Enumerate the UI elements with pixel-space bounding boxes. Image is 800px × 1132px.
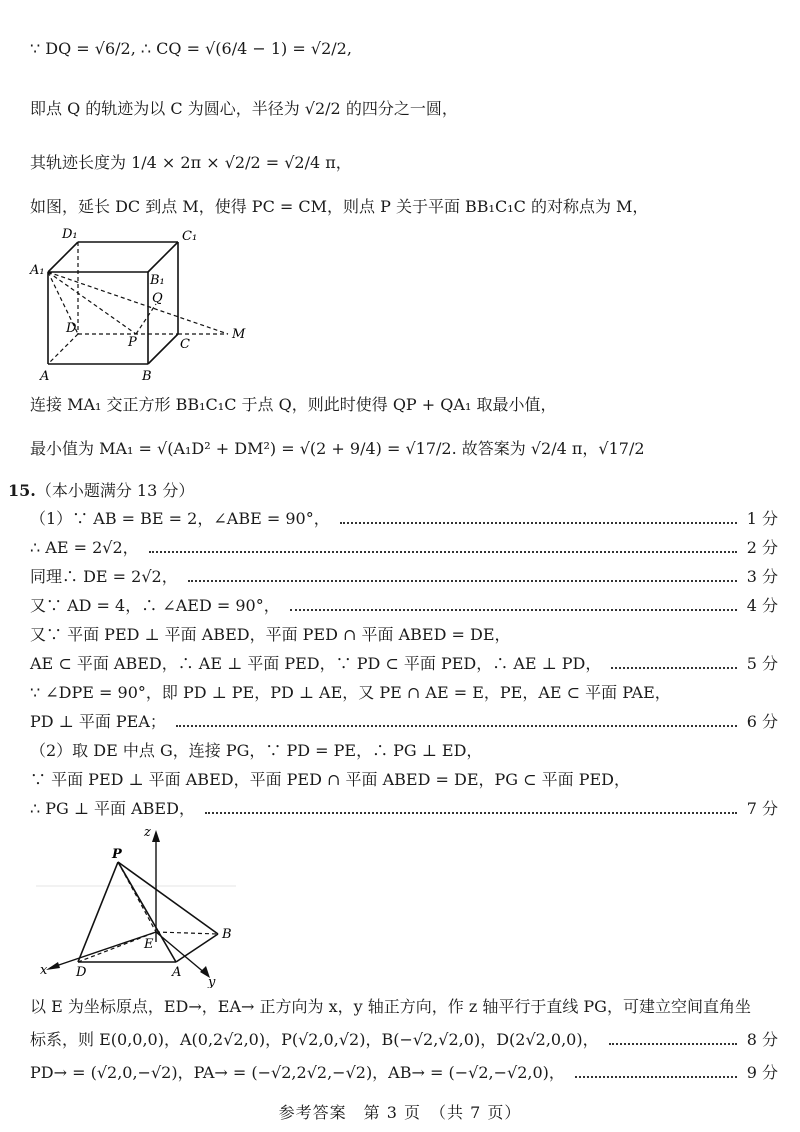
solution-line — [30, 653, 778, 675]
text-line: 如图，延长 DC 到点 M，使得 PC = CM，则点 P 关于平面 BB₁C₁C 的对称点为 M， — [30, 197, 649, 216]
label-M: M — [232, 327, 246, 342]
solution-line — [30, 996, 778, 1018]
cube-figure — [28, 224, 268, 384]
label-P: P — [128, 335, 137, 350]
label-Q: Q — [152, 291, 163, 306]
label-y: y — [208, 975, 216, 988]
solution-line — [30, 740, 778, 762]
solution-text: （1）∵ AB = BE = 2，∠ABE = 90°， — [30, 509, 330, 528]
label-A: A — [172, 965, 182, 980]
question-number: 15. — [8, 481, 36, 500]
label-C1: C₁ — [182, 229, 198, 244]
solution-text: 同理∴ DE = 2√2， — [30, 567, 178, 586]
solution-line — [30, 769, 778, 791]
leader-dots — [575, 1076, 737, 1078]
solution-text: PD→ = (√2,0,−√2)，PA→ = (−√2,2√2,−√2)，AB→ = (−√2,−√2,0)， — [30, 1063, 565, 1082]
solution-text: ∴ PG ⊥ 平面 ABED， — [30, 799, 195, 818]
score-mark: 8 分 — [746, 1030, 778, 1049]
pyramid-figure — [36, 822, 256, 988]
label-A: A — [40, 369, 50, 384]
label-D: D — [76, 965, 87, 980]
score-mark: 3 分 — [746, 567, 778, 586]
solution-line — [30, 595, 778, 617]
solution-text: （2）取 DE 中点 G，连接 PG，∵ PD = PE，∴ PG ⊥ ED， — [30, 741, 483, 760]
label-C: C — [180, 337, 190, 352]
score-mark: 9 分 — [746, 1063, 778, 1082]
label-A1: A₁ — [30, 263, 45, 278]
solution-text: 标系，则 E(0,0,0)，A(0,2√2,0)，P(√2,0,√2)，B(−√2,√2,0)，D(2√2,0,0)， — [30, 1030, 599, 1049]
label-D: D — [66, 321, 77, 336]
score-mark: 2 分 — [746, 538, 778, 557]
label-x: x — [40, 963, 48, 978]
solution-line — [30, 566, 778, 588]
leader-dots — [290, 609, 737, 611]
solution-text: ∵ 平面 PED ⊥ 平面 ABED，平面 PED ∩ 平面 ABED = DE，PG ⊂ 平面 PED， — [30, 770, 630, 789]
solution-line — [30, 537, 778, 559]
score-mark: 1 分 — [746, 509, 778, 528]
leader-dots — [611, 667, 736, 669]
label-D1: D₁ — [62, 227, 78, 242]
label-B: B — [142, 369, 152, 384]
text-line: 最小值为 MA₁ = √(A₁D² + DM²) = √(2 + 9/4) = √17/2. 故答案为 √2/4 π，√17/2 — [30, 439, 645, 458]
text-line: ∵ DQ = √6/2, ∴ CQ = √(6/4 − 1) = √2/2, — [30, 39, 352, 58]
label-z: z — [144, 825, 151, 840]
label-B1: B₁ — [150, 273, 165, 288]
label-E: E — [144, 937, 154, 952]
question-header — [8, 480, 778, 502]
solution-line — [30, 624, 778, 646]
page-footer: 参考答案 第 3 页 （共 7 页） — [278, 1103, 522, 1122]
leader-dots — [176, 725, 737, 727]
leader-dots — [609, 1043, 737, 1045]
score-mark: 4 分 — [746, 596, 778, 615]
solution-text: PD ⊥ 平面 PEA； — [30, 712, 166, 731]
solution-text: ∴ AE = 2√2， — [30, 538, 139, 557]
solution-text: 又∵ 平面 PED ⊥ 平面 ABED，平面 PED ∩ 平面 ABED = DE， — [30, 625, 511, 644]
solution-text: 又∵ AD = 4，∴ ∠AED = 90°， — [30, 596, 280, 615]
text-line: 即点 Q 的轨迹为以 C 为圆心，半径为 √2/2 的四分之一圆， — [30, 99, 458, 118]
label-P: P — [112, 847, 122, 862]
question-points: （本小题满分 13 分） — [35, 481, 195, 500]
label-B: B — [222, 927, 232, 942]
leader-dots — [340, 522, 737, 524]
leader-dots — [205, 812, 737, 814]
solution-line — [30, 1029, 778, 1051]
solution-line — [30, 1062, 778, 1084]
solution-text: AE ⊂ 平面 ABED，∴ AE ⊥ 平面 PED，∵ PD ⊂ 平面 PED，∴ AE ⊥ PD， — [30, 654, 602, 673]
score-mark: 7 分 — [746, 799, 778, 818]
solution-text: 以 E 为坐标原点，ED→，EA→ 正方向为 x，y 轴正方向，作 z 轴平行于直线 PG，可建立空间直角坐 — [30, 997, 751, 1016]
score-mark: 6 分 — [746, 712, 778, 731]
solution-line — [30, 711, 778, 733]
text-line: 连接 MA₁ 交正方形 BB₁C₁C 于点 Q，则此时使得 QP + QA₁ 取最小值， — [30, 395, 557, 414]
leader-dots — [188, 580, 737, 582]
leader-dots — [149, 551, 737, 553]
text-line: 其轨迹长度为 1/4 × 2π × √2/2 = √2/4 π， — [30, 153, 352, 172]
solution-line — [30, 798, 778, 820]
solution-text: ∵ ∠DPE = 90°，即 PD ⊥ PE，PD ⊥ AE，又 PE ∩ AE = E，PE，AE ⊂ 平面 PAE， — [30, 683, 671, 702]
solution-line — [30, 682, 778, 704]
solution-line — [30, 508, 778, 530]
score-mark: 5 分 — [746, 654, 778, 673]
